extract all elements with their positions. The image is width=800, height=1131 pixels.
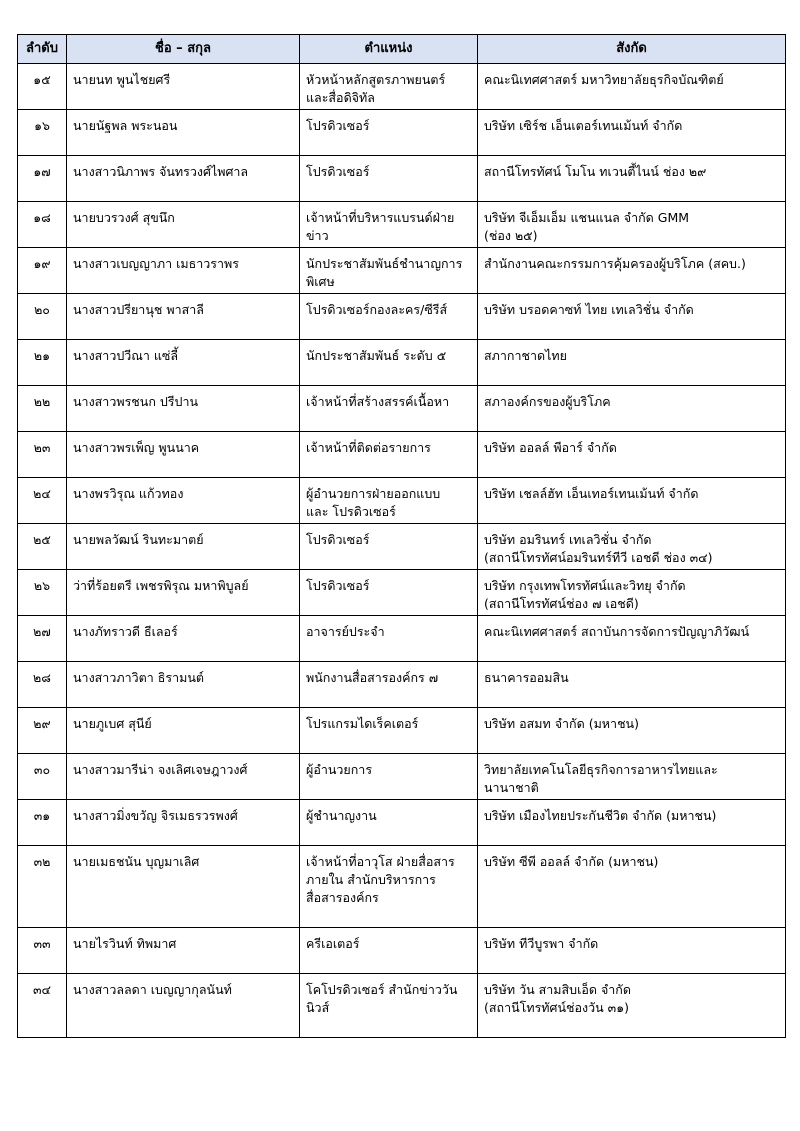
row-name: นายบวรวงศ์ สุขนึก	[67, 202, 300, 248]
row-affiliation: บริษัท อมรินทร์ เทเลวิชั่น จำกัด (สถานีโทรทัศน์อมรินทร์ทีวี เอชดี ช่อง ๓๔)	[478, 524, 786, 570]
row-position: โคโปรดิวเซอร์ สำนักข่าววัน นิวส์	[300, 974, 478, 1038]
row-affiliation: บริษัท กรุงเทพโทรทัศน์และวิทยุ จำกัด (สถานีโทรทัศน์ช่อง ๗ เอชดี)	[478, 570, 786, 616]
row-name: นางสาวลลดา เบญญากุลนันท์	[67, 974, 300, 1038]
row-position: ผู้อำนวยการ	[300, 754, 478, 800]
row-name: นางสาวปรียานุช พาสาลี	[67, 294, 300, 340]
row-affiliation: บริษัท เซิร์ช เอ็นเตอร์เทนเม้นท์ จำกัด	[478, 110, 786, 156]
roster-table	[17, 34, 786, 1038]
row-no: ๑๕	[18, 64, 67, 110]
row-affiliation: สถานีโทรทัศน์ โมโน ทเวนตี้ไนน์ ช่อง ๒๙	[478, 156, 786, 202]
table-row	[18, 800, 786, 846]
row-name: นายนท พูนไชยศรี	[67, 64, 300, 110]
table-row	[18, 432, 786, 478]
row-no: ๑๖	[18, 110, 67, 156]
row-affiliation: ธนาคารออมสิน	[478, 662, 786, 708]
header-name: ชื่อ – สกุล	[67, 35, 300, 64]
table-row	[18, 340, 786, 386]
table-header-row	[18, 35, 786, 64]
row-position: โปรดิวเซอร์	[300, 570, 478, 616]
row-affiliation: วิทยาลัยเทคโนโลยีธุรกิจการอาหารไทยและ นานาชาติ	[478, 754, 786, 800]
row-affiliation: สำนักงานคณะกรรมการคุ้มครองผู้บริโภค (สคบ.)	[478, 248, 786, 294]
row-no: ๒๖	[18, 570, 67, 616]
row-affiliation: บริษัท อสมท จำกัด (มหาชน)	[478, 708, 786, 754]
row-no: ๓๑	[18, 800, 67, 846]
row-affiliation: สภาองค์กรของผู้บริโภค	[478, 386, 786, 432]
row-no: ๒๙	[18, 708, 67, 754]
row-position: เจ้าหน้าที่อาวุโส ฝ่ายสื่อสาร ภายใน สำนักบริหารการ สื่อสารองค์กร	[300, 846, 478, 928]
table-row	[18, 386, 786, 432]
row-position: โปรดิวเซอร์	[300, 156, 478, 202]
row-no: ๓๐	[18, 754, 67, 800]
table-row	[18, 478, 786, 524]
row-position: ครีเอเตอร์	[300, 928, 478, 974]
row-position: หัวหน้าหลักสูตรภาพยนตร์ และสื่อดิจิทัล	[300, 64, 478, 110]
header-affiliation: สังกัด	[478, 35, 786, 64]
table-row	[18, 64, 786, 110]
row-position: พนักงานสื่อสารองค์กร ๗	[300, 662, 478, 708]
row-position: เจ้าหน้าที่สร้างสรรค์เนื้อหา	[300, 386, 478, 432]
header-position: ตำแหน่ง	[300, 35, 478, 64]
row-affiliation: บริษัท ทีวีบูรพา จำกัด	[478, 928, 786, 974]
row-name: ว่าที่ร้อยตรี เพชรพิรุณ มหาพิบูลย์	[67, 570, 300, 616]
row-name: นางสาวพรเพ็ญ พูนนาค	[67, 432, 300, 478]
table-row	[18, 524, 786, 570]
row-no: ๒๐	[18, 294, 67, 340]
row-name: นายพลวัฒน์ รินทะมาตย์	[67, 524, 300, 570]
table-row	[18, 928, 786, 974]
row-no: ๑๘	[18, 202, 67, 248]
row-name: นางสาวภาวิตา ธิรามนต์	[67, 662, 300, 708]
row-no: ๑๗	[18, 156, 67, 202]
table-row	[18, 616, 786, 662]
row-name: นางสาวพรชนก ปรีปาน	[67, 386, 300, 432]
row-affiliation: สภากาชาดไทย	[478, 340, 786, 386]
row-no: ๓๒	[18, 846, 67, 928]
table-row	[18, 248, 786, 294]
row-name: นางพรวิรุณ แก้วทอง	[67, 478, 300, 524]
row-name: นายภูเบศ สุนีย์	[67, 708, 300, 754]
row-no: ๒๓	[18, 432, 67, 478]
row-position: โปรดิวเซอร์	[300, 110, 478, 156]
row-no: ๒๔	[18, 478, 67, 524]
row-name: นางสาวมารีน่า จงเลิศเจษฎาวงศ์	[67, 754, 300, 800]
row-no: ๒๘	[18, 662, 67, 708]
row-position: โปรดิวเซอร์กองละคร/ซีรีส์	[300, 294, 478, 340]
row-affiliation: บริษัท จีเอ็มเอ็ม แชนแนล จำกัด GMM (ช่อง ๒๕)	[478, 202, 786, 248]
row-position: นักประชาสัมพันธ์ชำนาญการ พิเศษ	[300, 248, 478, 294]
row-position: โปรแกรมไดเร็คเตอร์	[300, 708, 478, 754]
table-row	[18, 708, 786, 754]
table-row	[18, 846, 786, 928]
row-position: นักประชาสัมพันธ์ ระดับ ๕	[300, 340, 478, 386]
row-position: ผู้อำนวยการฝ่ายออกแบบ และ โปรดิวเซอร์	[300, 478, 478, 524]
table-row	[18, 202, 786, 248]
table-row	[18, 110, 786, 156]
row-name: นางสาวมิ่งขวัญ จิรเมธรวรพงศ์	[67, 800, 300, 846]
row-position: อาจารย์ประจำ	[300, 616, 478, 662]
row-name: นายไรวินท์ ทิพมาศ	[67, 928, 300, 974]
row-affiliation: บริษัท บรอดคาซท์ ไทย เทเลวิชั่น จำกัด	[478, 294, 786, 340]
row-no: ๒๕	[18, 524, 67, 570]
table-row	[18, 754, 786, 800]
row-affiliation: คณะนิเทศศาสตร์ มหาวิทยาลัยธุรกิจบัณฑิตย์	[478, 64, 786, 110]
row-name: นางสาวนิภาพร จันทรวงศ์ไพศาล	[67, 156, 300, 202]
row-no: ๓๓	[18, 928, 67, 974]
row-name: นายเมธชนัน บุญมาเลิศ	[67, 846, 300, 928]
row-no: ๒๗	[18, 616, 67, 662]
row-no: ๑๙	[18, 248, 67, 294]
row-no: ๒๒	[18, 386, 67, 432]
row-position: เจ้าหน้าที่บริหารแบรนด์ฝ่าย ข่าว	[300, 202, 478, 248]
row-no: ๒๑	[18, 340, 67, 386]
row-affiliation: บริษัท เมืองไทยประกันชีวิต จำกัด (มหาชน)	[478, 800, 786, 846]
row-name: นางสาวปวีณา แซ่ลี้	[67, 340, 300, 386]
row-position: เจ้าหน้าที่ติดต่อรายการ	[300, 432, 478, 478]
table-row	[18, 974, 786, 1038]
table-row	[18, 570, 786, 616]
row-affiliation: บริษัท ออลล์ พีอาร์ จำกัด	[478, 432, 786, 478]
row-affiliation: คณะนิเทศศาสตร์ สถาบันการจัดการปัญญาภิวัฒน์	[478, 616, 786, 662]
table-row	[18, 156, 786, 202]
row-affiliation: บริษัท ซีพี ออลล์ จำกัด (มหาชน)	[478, 846, 786, 928]
row-name: นางภัทราวดี ธีเลอร์	[67, 616, 300, 662]
row-position: โปรดิวเซอร์	[300, 524, 478, 570]
row-no: ๓๔	[18, 974, 67, 1038]
row-name: นายนัฐพล พระนอน	[67, 110, 300, 156]
table-row	[18, 662, 786, 708]
row-name: นางสาวเบญญาภา เมธาวราพร	[67, 248, 300, 294]
header-no: ลำดับ	[18, 35, 67, 64]
row-affiliation: บริษัท วัน สามสิบเอ็ด จำกัด (สถานีโทรทัศน์ช่องวัน ๓๑)	[478, 974, 786, 1038]
table-row	[18, 294, 786, 340]
row-affiliation: บริษัท เชลล์ฮัท เอ็นเทอร์เทนเม้นท์ จำกัด	[478, 478, 786, 524]
row-position: ผู้ชำนาญงาน	[300, 800, 478, 846]
